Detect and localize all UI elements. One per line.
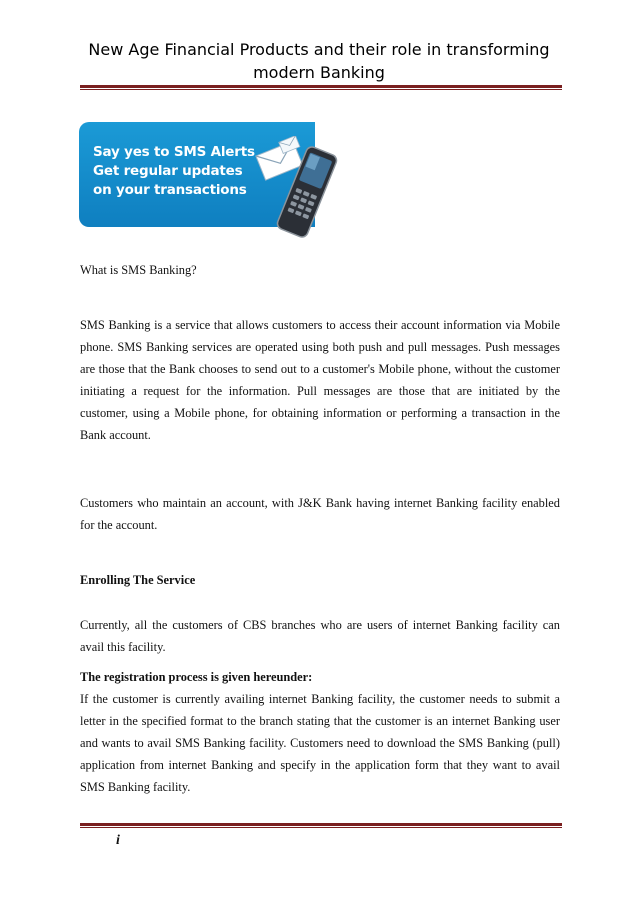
banner-text [93,143,255,200]
mobile-phone-icon [275,144,339,240]
footer-rule [80,823,562,828]
paragraph-currently: Currently, all the customers of CBS branches who are users of internet Banking facility can avail this facility. [80,618,560,654]
sms-alert-banner [79,118,342,240]
question-heading: What is SMS Banking? [80,263,197,277]
header-title-line1: New Age Financial Products and their role in transforming [88,40,550,59]
banner-line1: Say yes to SMS Alerts [93,144,255,160]
page-header-title [80,38,558,84]
paragraph-customers: Customers who maintain an account, with J&K Bank having internet Banking facility enabled for the account. [80,496,560,532]
page-number: i [116,833,120,848]
section-heading-registration: The registration process is given hereunder: [80,670,313,684]
paragraph-registration: If the customer is currently availing internet Banking facility, the customer needs to submit a letter in the specified format to the branch stating that the customer is an internet Banking user and wants to avail SMS Banking facility. Customers need to download the SMS Banking (pull) application from internet Banking and specify in the application form that they want to avail SMS Banking facility. [80,692,560,794]
paragraph-sms-banking: SMS Banking is a service that allows customers to access their account information via Mobile phone. SMS Banking services are operated using both push and pull messages. Push messages are those that the Bank chooses to send out to a customer's Mobile phone, without the customer initiating a request for the information. Pull messages are those that are initiated by the customer, using a Mobile phone, for obtaining information or performing a transaction in the Bank account. [80,318,560,442]
banner-line3: on your transactions [93,182,247,198]
header-rule [80,85,562,90]
section-heading-enrolling: Enrolling The Service [80,573,196,587]
header-title-line2: modern Banking [253,63,385,82]
banner-line2: Get regular updates [93,163,243,179]
